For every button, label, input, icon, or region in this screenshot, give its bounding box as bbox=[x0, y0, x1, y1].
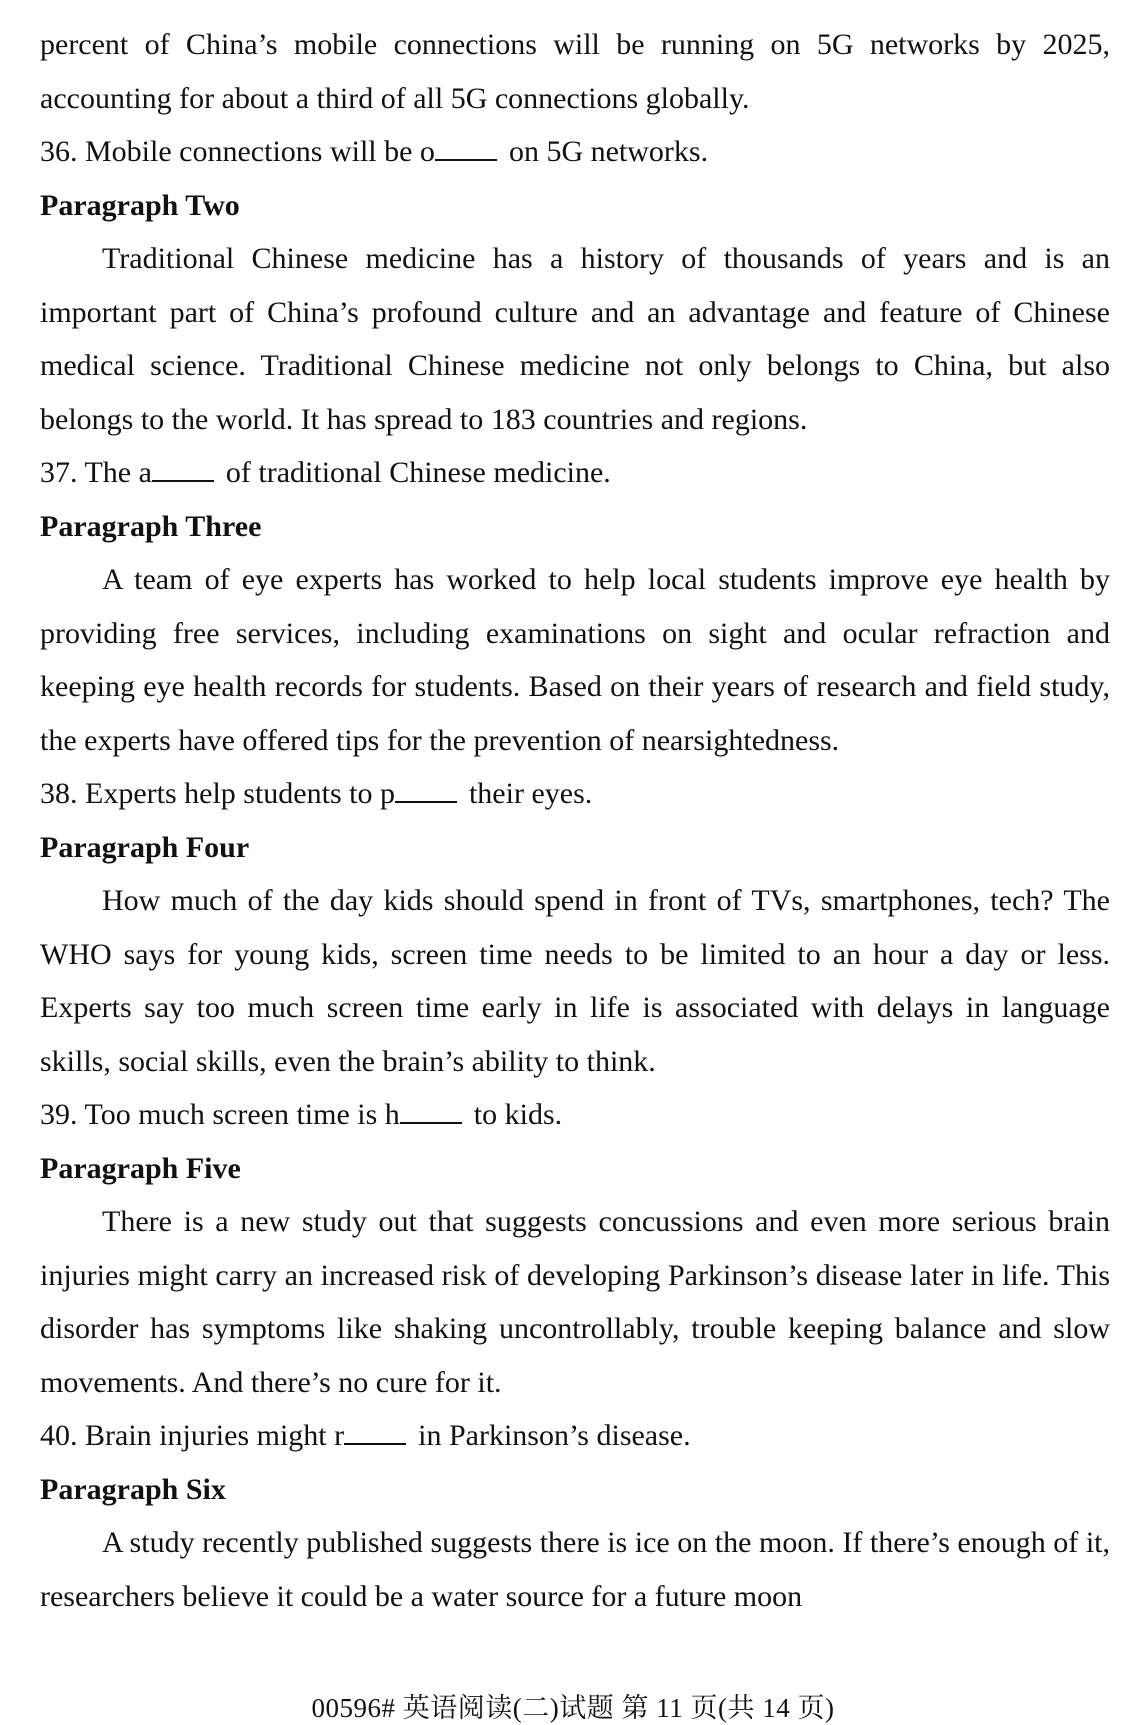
paragraph-six-text: A study recently published suggests there is ice on the moon. If there’s enough of it, researchers believe it could be a water source for a future moon bbox=[40, 1526, 1110, 1613]
intro-paragraph: percent of China’s mobile connections will be running on 5G networks by 2025, accounting for about a third of all 5G connections globally. bbox=[40, 28, 1110, 115]
question-37 bbox=[40, 446, 1110, 500]
question-38-blank[interactable] bbox=[395, 800, 457, 803]
question-40-blank[interactable] bbox=[344, 1442, 406, 1445]
question-39-suffix: to kids. bbox=[473, 1098, 563, 1131]
question-38-prefix: 38. Experts help students to p bbox=[40, 777, 395, 810]
paragraph-five-heading: Paragraph Five bbox=[40, 1151, 241, 1185]
paragraph-four-heading: Paragraph Four bbox=[40, 830, 250, 864]
page-content bbox=[40, 18, 1110, 1623]
question-36-prefix: 36. Mobile connections will be o bbox=[40, 135, 435, 168]
paragraph-five-text: There is a new study out that suggests concussions and even more serious brain injuries might carry an increased risk of developing Parkinson’s disease later in life. This disorder has symptoms like shaking uncontrollably, trouble keeping balance and slow movements. And there’s no cure for it. bbox=[40, 1205, 1110, 1399]
paragraph-two-heading: Paragraph Two bbox=[40, 188, 240, 222]
question-39 bbox=[40, 1088, 1110, 1142]
paragraph-six-heading: Paragraph Six bbox=[40, 1472, 226, 1506]
paragraph-three-heading: Paragraph Three bbox=[40, 509, 262, 543]
question-36-suffix: on 5G networks. bbox=[508, 135, 709, 168]
page-footer: 00596# 英语阅读(二)试题 第 11 页(共 14 页) bbox=[311, 1693, 835, 1723]
question-40-suffix: in Parkinson’s disease. bbox=[418, 1419, 691, 1452]
question-36 bbox=[40, 125, 1110, 179]
question-37-prefix: 37. The a bbox=[40, 456, 152, 489]
question-39-prefix: 39. Too much screen time is h bbox=[40, 1098, 400, 1131]
paragraph-four-text: How much of the day kids should spend in front of TVs, smartphones, tech? The WHO says for young kids, screen time needs to be limited to an hour a day or less. Experts say too much screen time early in life is associated with delays in language skills, social skills, even the brain’s ability to think. bbox=[40, 884, 1110, 1078]
paragraph-three-text: A team of eye experts has worked to help local students improve eye health by providing free services, including examinations on sight and ocular refraction and keeping eye health records for students. Based on their years of research and field study, the experts have offered tips for the prevention of nearsightedness. bbox=[40, 563, 1110, 757]
question-40 bbox=[40, 1409, 1110, 1463]
question-38-suffix: their eyes. bbox=[468, 777, 593, 810]
paragraph-two-text: Traditional Chinese medicine has a history of thousands of years and is an important part of China’s profound culture and an advantage and feature of Chinese medical science. Traditional Chinese medicine not only belongs to China, but also belongs to the world. It has spread to 183 countries and regions. bbox=[40, 242, 1110, 436]
question-37-suffix: of traditional Chinese medicine. bbox=[225, 456, 611, 489]
question-39-blank[interactable] bbox=[400, 1121, 462, 1124]
question-40-prefix: 40. Brain injuries might r bbox=[40, 1419, 345, 1452]
question-36-blank[interactable] bbox=[435, 158, 497, 161]
question-38 bbox=[40, 767, 1110, 821]
question-37-blank[interactable] bbox=[152, 479, 214, 482]
